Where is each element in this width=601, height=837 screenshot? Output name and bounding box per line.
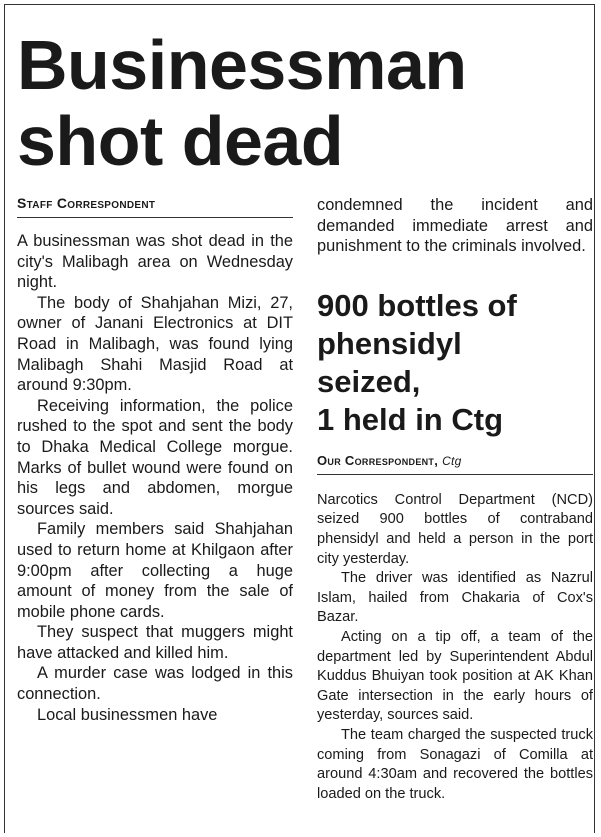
article2-byline: [317, 453, 593, 475]
right-column: [317, 195, 593, 804]
article2-body: [317, 491, 593, 805]
article1-paragraph-1: A businessman was shot dead in the city's Malibagh area on Wednesday night.: [17, 232, 293, 292]
article2-paragraph-4: The team charged the suspected truck coming from Sonagazi of Comilla at around 4:30am and recovered the bottles loaded on the truck.: [317, 726, 593, 802]
article2-headline-line: 900 bottles of: [317, 287, 517, 323]
article2-paragraph-3: Acting on a tip off, a team of the department led by Superintendent Abdul Kuddus Bhuiyan took position at AK Khan Gate intersection in the early hours of yesterday, sources said.: [317, 628, 593, 724]
article1-column: [17, 195, 293, 725]
article1-byline: Staff Correspondent: [17, 195, 293, 218]
article2-headline-line: seized,: [317, 363, 421, 399]
article1-paragraph-3: Receiving information, the police rushed to the spot and sent the body to Dhaka Medical College morgue. Marks of bullet wound were found on his legs and abdomen, morgue sources said.: [17, 396, 293, 518]
article1-paragraph-2: The body of Shahjahan Mizi, 27, owner of Janani Electronics at DIT Road in Malibagh, was found lying Malibagh Shahi Masjid Road at around 9:30pm.: [17, 293, 293, 395]
article1-paragraph-8: condemned the incident and demanded immediate arrest and punishment to the criminals involved.: [317, 196, 593, 256]
article1-paragraph-6: A murder case was lodged in this connection.: [17, 664, 293, 704]
article1-continuation: [317, 195, 593, 257]
article2-paragraph-2: The driver was identified as Nazrul Islam, hailed from Chakaria of Cox's Bazar.: [317, 570, 593, 626]
article1-headline: Businessman shot dead: [17, 26, 467, 180]
article2-byline-name: Our Correspondent,: [317, 452, 439, 468]
article2-paragraph-1: Narcotics Control Department (NCD) seized 900 bottles of contraband phensidyl and held a person in the port city yesterday.: [317, 491, 593, 567]
newspaper-page: [4, 4, 595, 833]
article2-headline-line: phensidyl: [317, 325, 462, 361]
article2-byline-location: Ctg: [442, 453, 462, 468]
article2-headline: [317, 287, 593, 439]
article1-body: [17, 231, 293, 725]
article2-headline-line: 1 held in Ctg: [317, 401, 503, 437]
article1-paragraph-4: Family members said Shahjahan used to return home at Khilgaon after 9:00pm after collecting a huge amount of money from the sale of mobile phone cards.: [17, 520, 293, 621]
article1-paragraph-7: Local businessmen have: [37, 705, 218, 724]
article1-paragraph-5: They suspect that muggers might have attacked and killed him.: [17, 623, 293, 662]
